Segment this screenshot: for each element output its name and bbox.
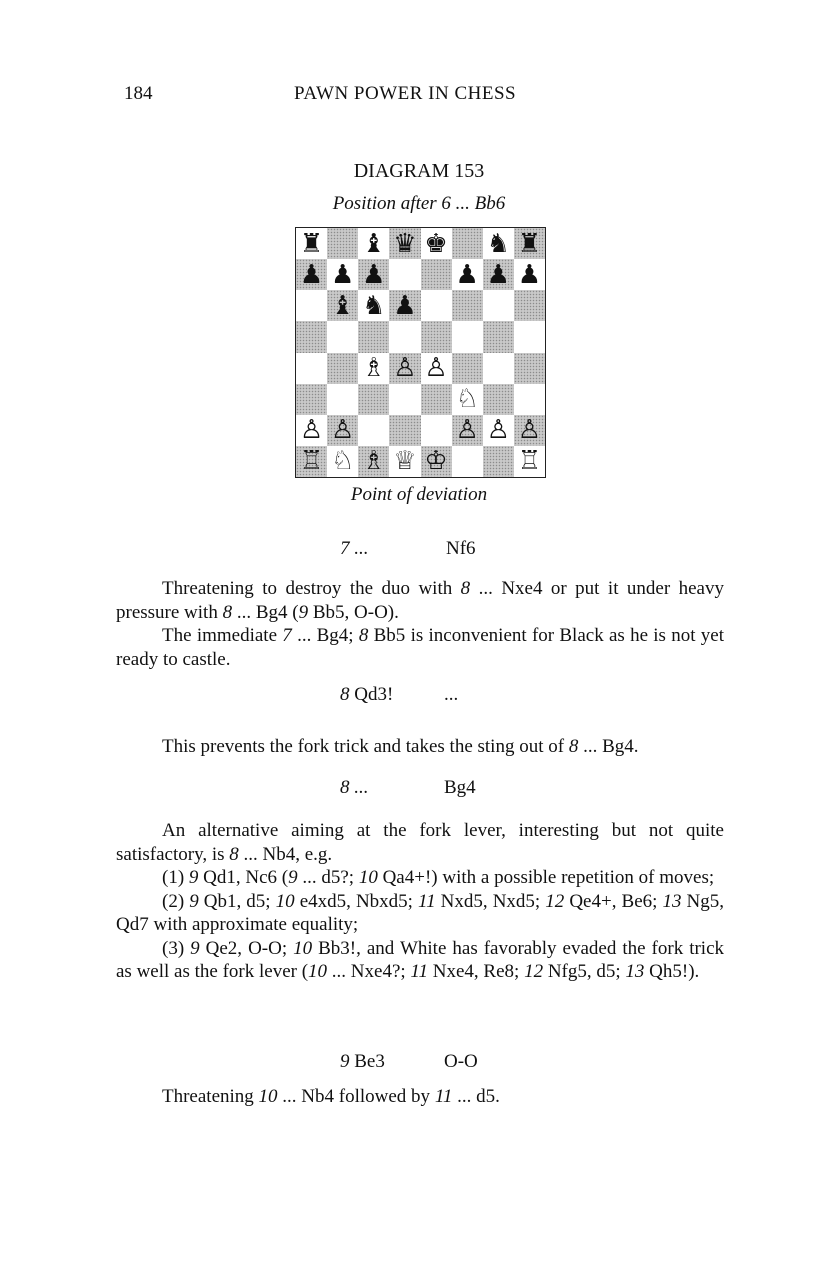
text: ... Nb4 followed by: [277, 1086, 435, 1107]
text: ... Bg4;: [291, 625, 359, 646]
move-ref: 9: [188, 867, 199, 888]
move-ref: 11: [410, 961, 429, 982]
paragraph: [116, 577, 724, 671]
board-square: [358, 321, 389, 352]
chess-piece: ♟: [517, 259, 542, 290]
board-square: [389, 384, 420, 415]
chess-piece: ♟: [455, 259, 479, 290]
chess-piece: ♚: [424, 228, 448, 259]
move-ref: 8: [568, 736, 579, 757]
chess-piece: ♙: [424, 353, 448, 384]
board-square: [421, 446, 452, 477]
board-square: [296, 321, 327, 352]
chess-piece: ♜: [517, 228, 542, 259]
board-square: [389, 259, 420, 290]
board-square: [452, 446, 483, 477]
board-square: [327, 384, 358, 415]
move-ref: 10: [293, 937, 313, 959]
text: Nxd5, Nxd5;: [435, 890, 546, 912]
board-square: [296, 290, 327, 321]
board-square: [389, 353, 420, 384]
board-square: [452, 321, 483, 352]
text: Qd1, Nc6 (: [198, 867, 289, 888]
move-ref: 13: [662, 890, 682, 912]
board-square: [389, 415, 420, 446]
board-square: [327, 290, 358, 321]
board-square: [327, 321, 358, 352]
chess-piece: ♝: [331, 290, 355, 321]
text: (1): [162, 867, 189, 888]
move-ref: 8: [358, 625, 369, 646]
move-ref: 10: [258, 1086, 278, 1107]
board-square: [296, 415, 327, 446]
chess-piece: ♛: [393, 228, 417, 259]
board-square: [421, 321, 452, 352]
board-square: [358, 290, 389, 321]
text: Bb5, O-O).: [308, 601, 399, 623]
board-square: [483, 228, 514, 259]
board-square: [296, 228, 327, 259]
move-ref: 9: [190, 937, 200, 959]
text: Qa4+!) with a possible repetition of moves;: [377, 867, 715, 888]
page-number: 184: [124, 83, 153, 104]
text: ... Bg4 (: [232, 601, 299, 623]
move-ref: 9: [288, 867, 298, 888]
board-square: [421, 290, 452, 321]
text: Qh5!).: [644, 961, 700, 982]
move-text: Bg4: [444, 777, 476, 798]
board-square: [358, 384, 389, 415]
text: Bb3!, and White has favorably evaded the fork trick as well as the fork lever (: [116, 937, 725, 982]
board-square: [421, 259, 452, 290]
board-square: [389, 321, 420, 352]
move-ref: 10: [275, 890, 295, 912]
text: Qe4+, Be6;: [564, 890, 663, 912]
move-line: [340, 684, 393, 706]
board-square: [483, 321, 514, 352]
move-number-text: 8: [340, 684, 350, 705]
board-square: [327, 353, 358, 384]
board-square: [421, 228, 452, 259]
move-number-text: 8 ...: [340, 777, 369, 798]
text: Qb1, d5;: [198, 890, 276, 912]
chess-piece: ♘: [331, 446, 355, 477]
move-ref: 7: [282, 625, 292, 646]
board-square: [452, 384, 483, 415]
paragraph: [116, 735, 724, 759]
board-square: [296, 353, 327, 384]
board-square: [514, 290, 545, 321]
board-square: [358, 228, 389, 259]
board-square: [421, 353, 452, 384]
board-square: [327, 259, 358, 290]
move-ref: 8: [460, 578, 471, 599]
move-text: Be3: [349, 1051, 385, 1072]
text: Nfg5, d5;: [543, 961, 626, 982]
chess-piece: ♙: [486, 415, 510, 446]
chess-piece: ♘: [455, 384, 479, 415]
move-number: [340, 777, 369, 799]
move-text: Qd3!: [349, 684, 394, 705]
diagram-title: DIAGRAM 153: [353, 160, 485, 182]
chess-piece: ♟: [299, 259, 324, 290]
text: ... Nxe4 or put it under heavy pressure with: [116, 578, 724, 623]
text: The immediate: [162, 625, 283, 646]
text: ... Nxe4?;: [327, 961, 411, 982]
board-square: [296, 384, 327, 415]
move-text: Nf6: [446, 538, 476, 559]
board-square: [421, 415, 452, 446]
chess-piece: ♞: [362, 290, 386, 321]
move-ref: 13: [625, 961, 645, 982]
chess-piece: ♖: [517, 446, 542, 477]
text: Ng5, Qd7 with approximate equality;: [116, 890, 724, 935]
board-square: [421, 384, 452, 415]
chess-piece: ♙: [331, 415, 355, 446]
move-ref: 10: [308, 961, 328, 982]
text: Nxe4, Re8;: [428, 961, 525, 982]
board-square: [452, 353, 483, 384]
chess-piece: ♙: [517, 415, 542, 446]
move-ref: 12: [524, 961, 544, 982]
move-number: [340, 538, 369, 560]
board-square: [358, 446, 389, 477]
board-square: [358, 259, 389, 290]
move-number-text: 7 ...: [340, 538, 369, 559]
board-square: [483, 415, 514, 446]
chess-piece: ♙: [393, 353, 417, 384]
move-reply: ...: [444, 684, 459, 705]
chess-piece: ♜: [299, 228, 324, 259]
chess-piece: ♙: [455, 415, 479, 446]
running-head: PAWN POWER IN CHESS: [294, 83, 517, 104]
text: An alternative aiming at the fork lever, interesting but not quite satisfactory, is: [116, 820, 724, 865]
board-square: [327, 446, 358, 477]
text: Threatening: [162, 1086, 259, 1107]
chess-piece: ♕: [393, 446, 417, 477]
chess-piece: ♞: [486, 228, 510, 259]
board-square: [327, 228, 358, 259]
board-square: [358, 415, 389, 446]
board-square: [483, 290, 514, 321]
board-square: [514, 384, 545, 415]
board-square: [483, 446, 514, 477]
diagram-caption: Point of deviation: [350, 484, 488, 505]
move-ref: 12: [545, 890, 565, 912]
move-ref: 8: [229, 843, 239, 865]
chess-piece: ♟: [331, 259, 355, 290]
board-square: [514, 415, 545, 446]
chess-piece: ♟: [486, 259, 510, 290]
board-square: [514, 353, 545, 384]
move-ref: 11: [418, 890, 436, 912]
text: ... Bg4.: [578, 736, 639, 757]
chess-board: [295, 227, 546, 478]
board-square: [389, 228, 420, 259]
move-ref: 9: [189, 890, 199, 912]
chess-piece: ♔: [424, 446, 448, 477]
board-square: [452, 415, 483, 446]
board-square: [514, 446, 545, 477]
chess-piece: ♖: [299, 446, 324, 477]
board-square: [514, 259, 545, 290]
text: ... Nb4, e.g.: [238, 843, 333, 865]
board-square: [296, 259, 327, 290]
board-square: [452, 228, 483, 259]
board-square: [483, 353, 514, 384]
board-square: [358, 353, 389, 384]
chess-piece: ♗: [362, 446, 386, 477]
chess-piece: ♟: [393, 290, 417, 321]
text: This prevents the fork trick and takes the sting out of: [162, 736, 569, 757]
text: ... d5?;: [297, 867, 359, 888]
move-number-text: 9: [340, 1051, 350, 1072]
board-square: [483, 259, 514, 290]
paragraph: [116, 819, 724, 984]
text: Qe2, O-O;: [199, 937, 294, 959]
text: Bb5 is inconvenient for Black as he is not yet ready to castle.: [116, 625, 725, 670]
move-ref: 8: [222, 601, 233, 623]
board-square: [452, 290, 483, 321]
text: (3): [162, 937, 191, 959]
board-square: [514, 321, 545, 352]
chess-piece: ♗: [362, 353, 386, 384]
board-square: [389, 290, 420, 321]
diagram-subtitle: Position after 6 ... Bb6: [332, 193, 506, 214]
paragraph: [116, 1085, 724, 1109]
board-square: [514, 228, 545, 259]
move-ref: 10: [358, 867, 378, 888]
text: ... d5.: [452, 1086, 500, 1107]
text: e4xd5, Nbxd5;: [294, 890, 419, 912]
board-square: [389, 446, 420, 477]
move-ref: 11: [434, 1086, 453, 1107]
board-square: [296, 446, 327, 477]
move-reply: O-O: [444, 1051, 478, 1072]
chess-piece: ♟: [362, 259, 386, 290]
move-ref: 9: [298, 601, 309, 623]
chess-piece: ♙: [299, 415, 324, 446]
board-square: [483, 384, 514, 415]
board-square: [327, 415, 358, 446]
chess-piece: ♝: [362, 228, 386, 259]
move-line: [340, 1051, 385, 1073]
text: Threatening to destroy the duo with: [162, 578, 461, 599]
board-square: [452, 259, 483, 290]
text: (2): [162, 890, 190, 912]
